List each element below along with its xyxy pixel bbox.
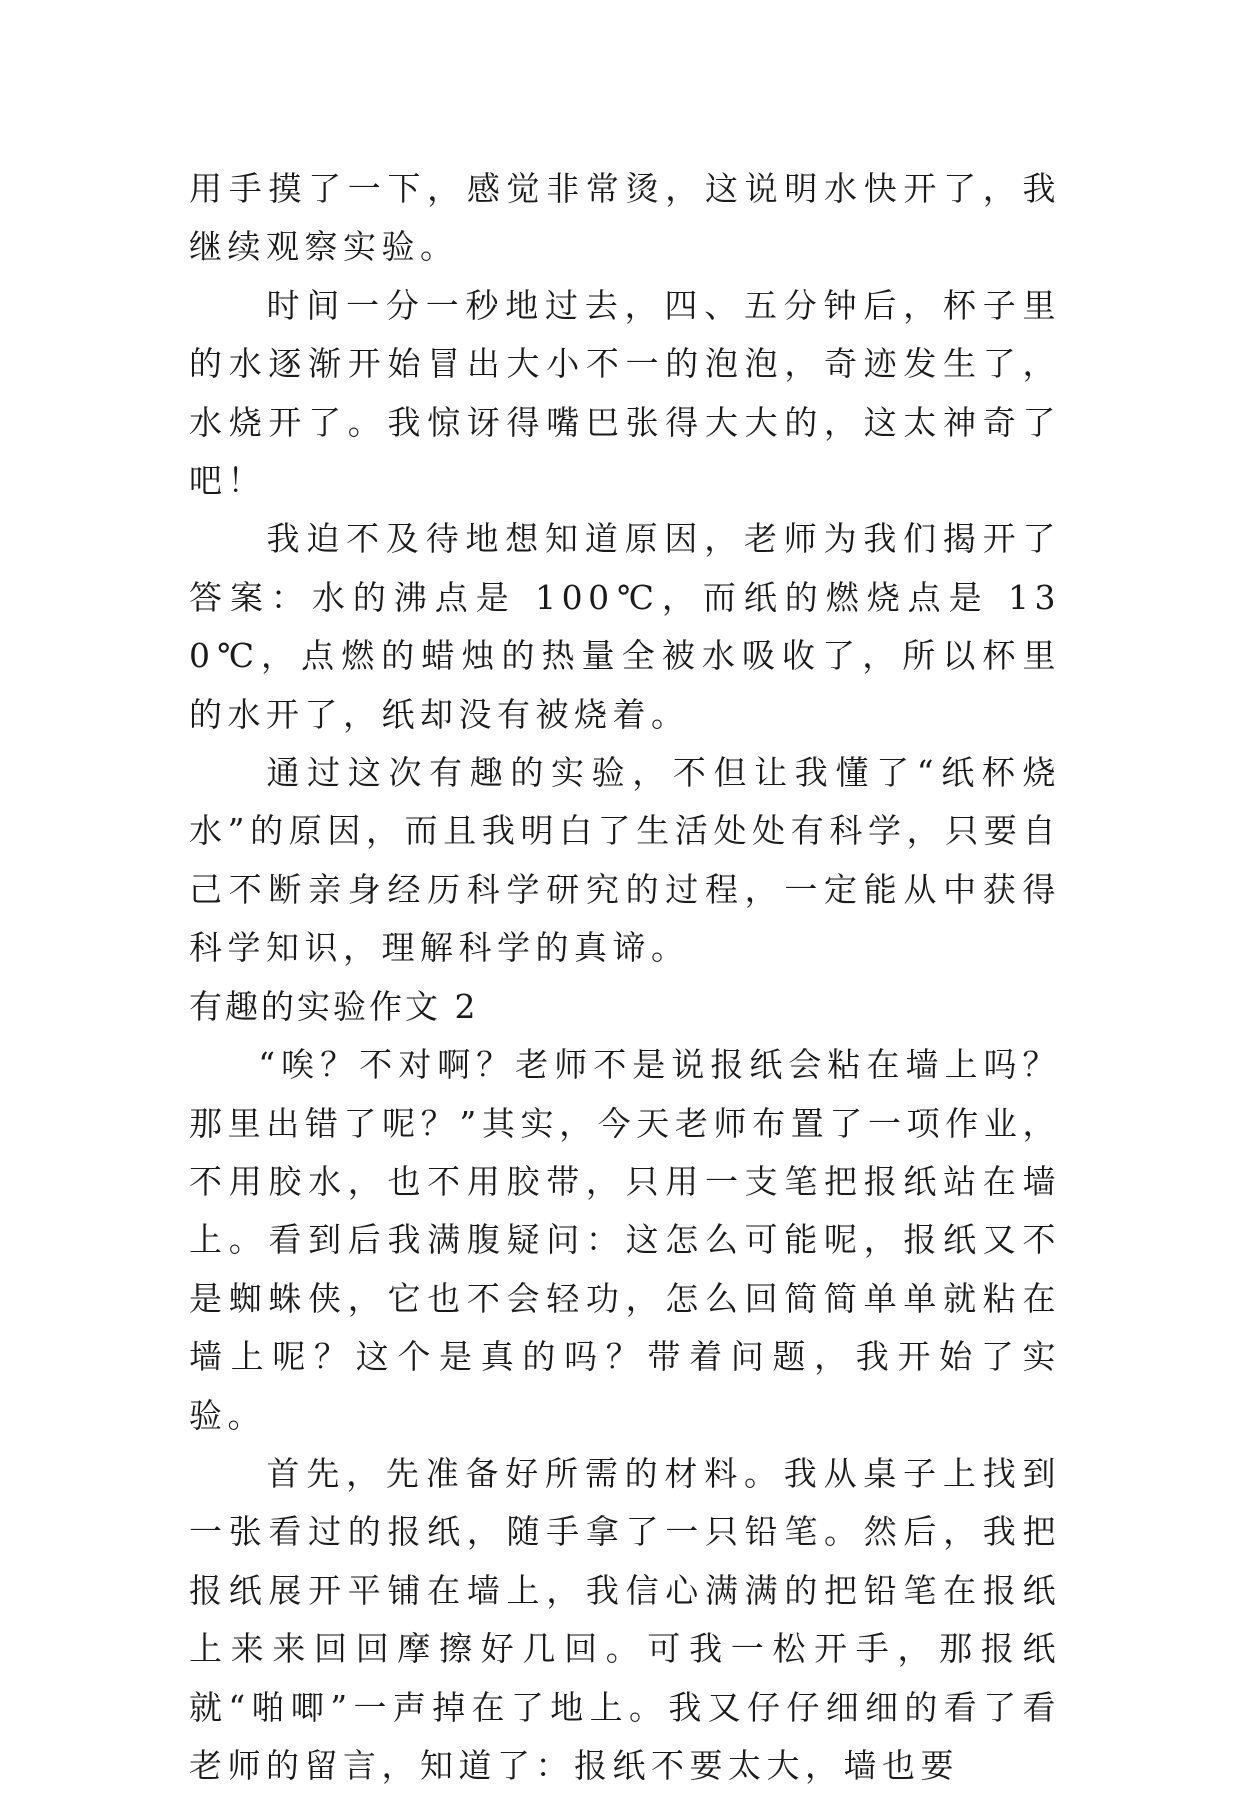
paragraph: “唉？不对啊？老师不是说报纸会粘在墙上吗？那里出错了呢？”其实，今天老师布置了一项作业，不用胶水，也不用胶带，只用一支笔把报纸站在墙上。看到后我满腹疑问：这怎么可能呢，报纸又不是蜘蛛侠，它也不会轻功，怎么回简简单单就粘在墙上呢？这个是真的吗？带着问题，我开始了实验。 <box>189 1045 1061 1435</box>
paragraph: 通过这次有趣的实验，不但让我懂了“纸杯烧水”的原因，而且我明白了生活处处有科学，只要自己不断亲身经历科学研究的过程，一定能从中获得科学知识，理解科学的真谛。 <box>189 753 1061 968</box>
paragraph: 时间一分一秒地过去，四、五分钟后，杯子里的水逐渐开始冒出大小不一的泡泡，奇迹发生了，水烧开了。我惊讶得嘴巴张得大大的，这太神奇了吧！ <box>189 285 1061 501</box>
paragraph: 我迫不及待地想知道原因，老师为我们揭开了答案：水的沸点是 100℃，而纸的燃烧点是 130℃，点燃的蜡烛的热量全被水吸收了，所以杯里的水开了，纸却没有被烧着。 <box>189 519 1061 734</box>
paragraph: 用手摸了一下，感觉非常烫，这说明水快开了，我继续观察实验。 <box>189 169 1061 267</box>
document-body <box>189 160 1061 1795</box>
paragraph: 首先，先准备好所需的材料。我从桌子上找到一张看过的报纸，随手拿了一只铅笔。然后，我把报纸展开平铺在墙上，我信心满满的把铅笔在报纸上来来回回摩擦好几回。可我一松开手，那报纸就“啪唧”一声掉在了地上。我又仔仔细细的看了看老师的留言，知道了：报纸不要太大，墙也要 <box>189 1453 1061 1785</box>
section-title: 有趣的实验作文 2 <box>189 986 479 1026</box>
